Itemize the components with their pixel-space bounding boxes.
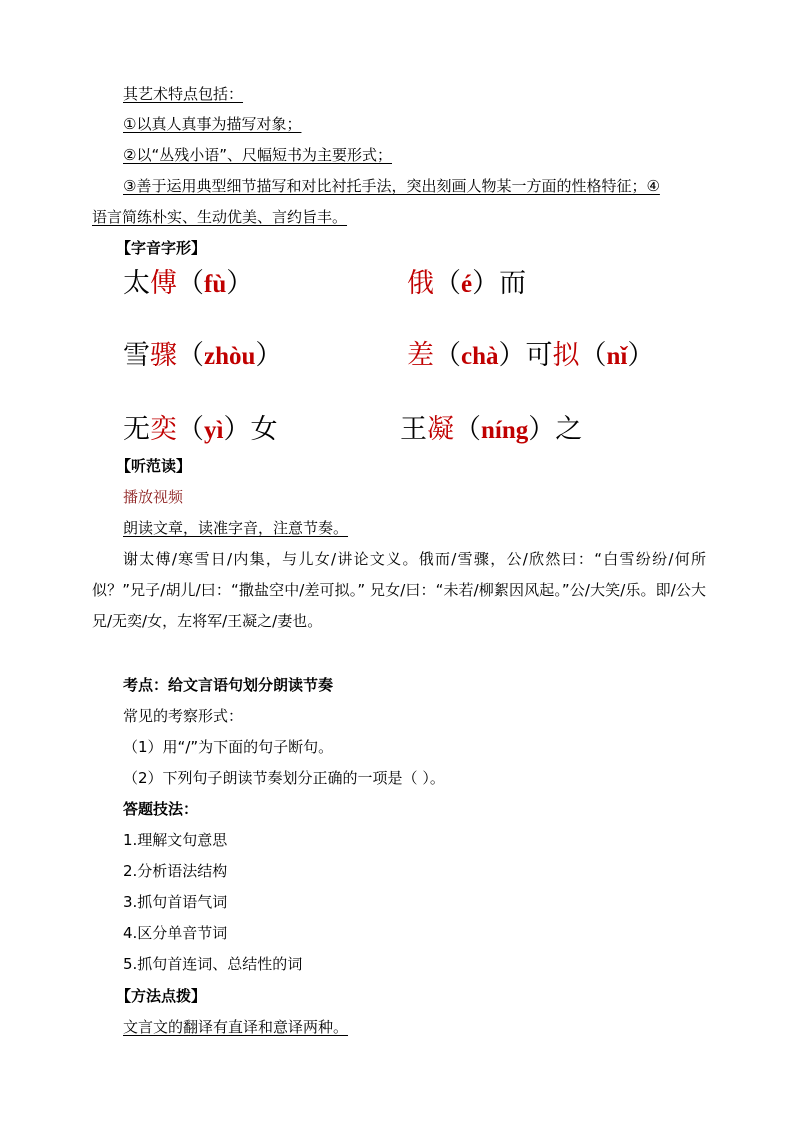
paren: （ <box>434 268 461 299</box>
pron-plain-char: 可 <box>525 340 553 371</box>
forms-label: 常见的考察形式： <box>123 707 244 725</box>
pron-plain-char: 无 <box>123 414 150 445</box>
pron-plain-char: 王 <box>400 414 427 445</box>
form-item: （2）下列句子朗读节奏划分正确的一项是（ ）。 <box>123 769 445 787</box>
paren: （ <box>454 414 481 445</box>
paren: （ <box>177 268 204 299</box>
pron-plain-char: 太 <box>123 268 150 299</box>
tip-item: 1.理解文句意思 <box>123 831 228 849</box>
feature-4: 语言简练朴实、生动优美、言约旨丰。 <box>92 208 348 226</box>
method-text: 文言文的翻译有直译和意译两种。 <box>123 1018 349 1036</box>
pron-plain-char: 而 <box>499 268 527 299</box>
pinyin: nǐ <box>606 343 628 370</box>
paren: ） <box>226 268 254 299</box>
pron-key-char: 奕 <box>150 414 177 445</box>
classical-text: 谢太傅/寒雪日/内集，与儿女/讲论文义。俄而/雪骤，公/欣然曰：“白雪纷纷/何所似？”兄子/胡儿/曰：“撒盐空中/差可拟。” 兄女/曰：“未若/柳絮因风起。”公/大笑/乐。即/公大兄/无奕/女，左将军/王凝之/妻也。 <box>92 550 706 630</box>
listen-heading: 【听范读】 <box>116 457 192 475</box>
paren: ） <box>498 340 526 371</box>
paren: ） <box>627 340 655 371</box>
pron-item <box>407 266 526 303</box>
exam-title: 考点：给文言语句划分朗读节奏 <box>123 676 334 694</box>
feature-2: ②以“丛残小语”、尺幅短书为主要形式； <box>123 146 392 164</box>
pinyin: é <box>461 271 473 298</box>
paren: （ <box>177 340 204 371</box>
pron-item <box>400 412 582 449</box>
paren: （ <box>434 340 461 371</box>
pron-heading: 【字音字形】 <box>116 239 207 257</box>
pron-plain-char: 女 <box>250 414 278 445</box>
pron-plain-char: 之 <box>555 414 583 445</box>
pron-key-char: 差 <box>407 340 434 371</box>
form-item: （1）用“/”为下面的句子断句。 <box>123 738 334 756</box>
tip-item: 5.抓句首连词、总结性的词 <box>123 955 303 973</box>
feature-3: ③善于运用典型细节描写和对比衬托手法，突出刻画人物某一方面的性格特征；④ <box>123 177 660 195</box>
pron-key-char: 凝 <box>427 414 454 445</box>
pron-item <box>123 266 253 303</box>
pron-key-char: 傅 <box>150 268 177 299</box>
method-heading: 【方法点拨】 <box>116 987 207 1005</box>
paren: （ <box>177 414 204 445</box>
tip-item: 4.区分单音节词 <box>123 924 228 942</box>
tip-item: 2.分析语法结构 <box>123 862 228 880</box>
pron-key-char: 骤 <box>150 340 177 371</box>
pinyin: fù <box>204 271 227 298</box>
pinyin: zhòu <box>204 343 256 370</box>
pron-item <box>123 338 282 375</box>
pinyin: níng <box>481 417 529 444</box>
paren: ） <box>472 268 500 299</box>
features-intro: 其艺术特点包括： <box>123 85 244 103</box>
play-video-link[interactable]: 播放视频 <box>123 488 184 506</box>
paren: （ <box>579 340 607 371</box>
tip-item: 3.抓句首语气词 <box>123 893 228 911</box>
paren: ） <box>255 340 283 371</box>
feature-1: ①以真人真事为描写对象； <box>123 115 302 133</box>
pron-plain-char: 雪 <box>123 340 150 371</box>
paren: ） <box>528 414 556 445</box>
pron-key-char: 俄 <box>407 268 434 299</box>
paren: ） <box>223 414 251 445</box>
pron-key-char: 拟 <box>552 340 580 371</box>
pron-item <box>123 412 277 449</box>
pron-item <box>407 338 654 375</box>
pinyin: yì <box>204 417 224 444</box>
tips-label: 答题技法： <box>123 800 199 818</box>
listen-instruction: 朗读文章，读准字音，注意节奏。 <box>123 519 349 537</box>
pinyin: chà <box>461 343 499 370</box>
